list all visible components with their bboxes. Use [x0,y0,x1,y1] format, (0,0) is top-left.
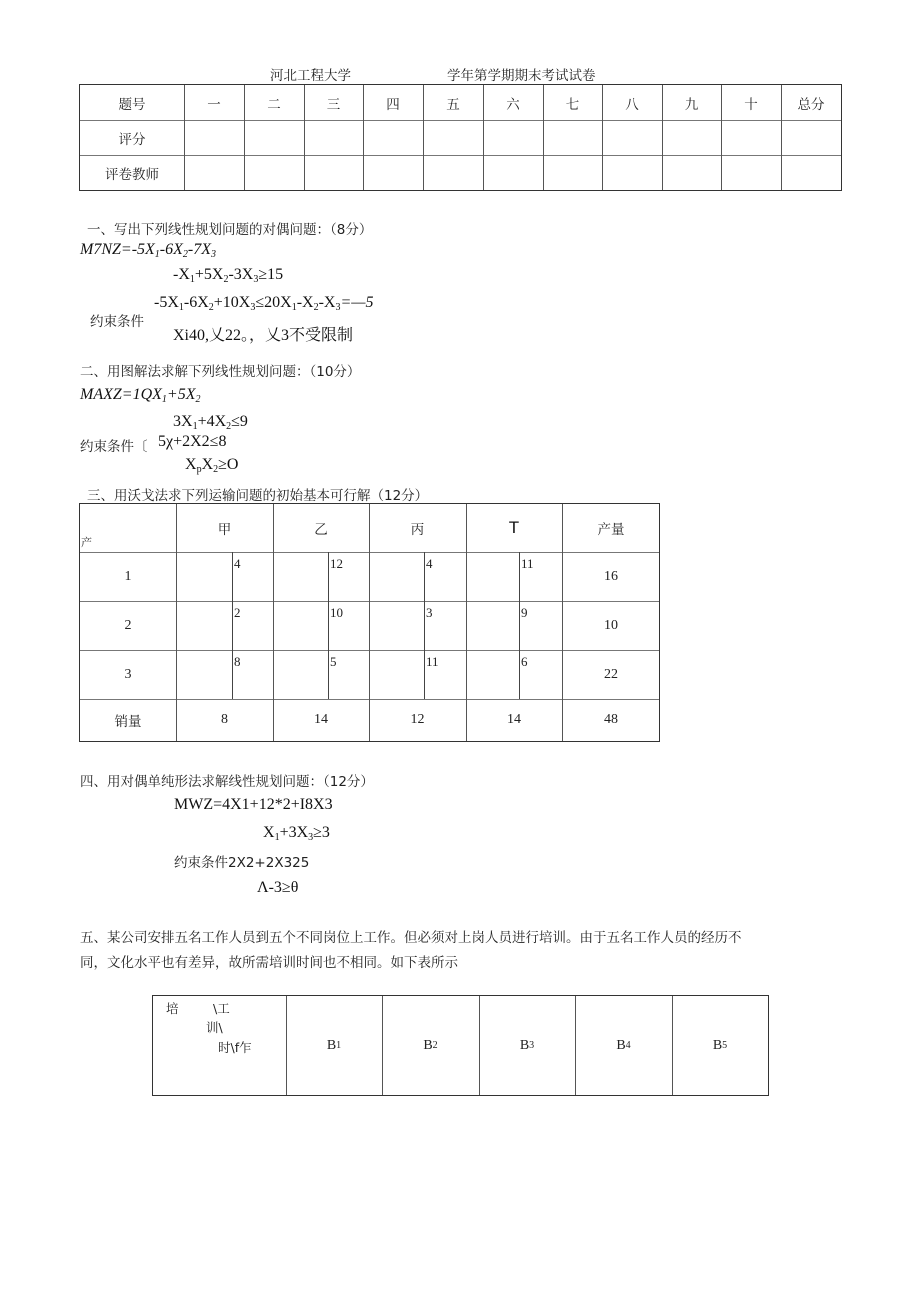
q4-constraint-2: 约束条件2X2+2X325 [174,855,310,871]
q5-line-1: 五、某公司安排五名工作人员到五个不同岗位上工作。但必须对上岗人员进行培训。由于五名工作人员的经历不 [80,930,742,946]
demand-value: 8 [221,712,228,727]
q1-constraint-3: Xi40,乂22。，乂3不受限制 [173,327,354,344]
corner-label-a: 培 [166,1001,179,1016]
corner-label-d: 时\f乍 [218,1040,252,1055]
supply-value: 22 [604,666,618,682]
column-header: 四 [386,96,400,113]
cost-value: 12 [330,556,343,571]
q2-constraint-label: 约束条件〔 [80,439,148,455]
row-label-grader: 评卷教师 [105,167,159,183]
cost-value: 4 [426,556,433,571]
column-header-total: 总分 [797,96,825,113]
supply-value: 10 [604,617,618,633]
corner-label-b: \工 [213,1001,230,1016]
q4-constraint-1: $X_1+3X_3\ge 3$ [263,824,330,843]
university-name: 河北工程大学 [270,68,351,84]
column-header-b2: B 2 [423,1037,438,1053]
q4-title: 四、用对偶单纯形法求解线性规划问题：（12分） [80,774,374,790]
column-header: 八 [625,96,639,113]
demand-value: 12 [410,712,425,727]
column-header-b1: B 1 [326,1037,342,1053]
q1-constraint-2: $-5X_1-6X_2+10X_3\le 20X_1-X_2-X_3=—5$ [154,294,374,313]
cost-value: 2 [234,605,241,620]
column-header-supply: 产量 [597,522,625,538]
q2-title: 二、用图解法求解下列线性规划问题：（10分） [80,364,361,380]
supply-value: 16 [604,568,618,584]
q3-title: 三、用沃戈法求下列运输问题的初始基本可行解（12分） [87,488,429,504]
demand-value: 14 [507,712,521,727]
column-header-b5: B 5 [712,1037,728,1053]
column-header-yi: 乙 [314,522,328,538]
column-header: 一 [207,96,221,113]
row-label-score: 评分 [118,131,146,148]
column-header: 六 [506,96,520,113]
corner-label-c: 训\ [206,1020,223,1035]
column-header-jia: 甲 [217,522,232,538]
demand-value: 14 [314,712,328,727]
q1-constraint-1: $-X_1+5X_2-3X_3\ge 15$ [173,266,284,285]
q4-objective: MWZ=4X1+12*2+I8X3 [174,796,333,813]
column-header: 三 [326,96,341,113]
cost-value: 11 [521,556,534,571]
cost-value: 5 [330,654,337,669]
column-header-ding: T [508,518,520,537]
corner-label: 产 [81,536,92,549]
q2-constraint-2: 5χ+2X2≤8 [158,433,227,450]
column-header: 十 [744,96,758,113]
q1-title: 一、写出下列线性规划问题的对偶问题：（8分） [87,222,373,238]
row-label: 3 [124,666,132,682]
cost-value: 3 [426,605,433,620]
q1-objective: $M7NZ=-5X_1-6X_2-7X_3$ [80,241,217,260]
score-table [79,84,842,191]
q2-constraint-1: $3X_1+4X_2\le 9$ [173,413,248,432]
cost-value: 11 [426,654,439,669]
q2-constraint-3: $X_pX_2\ge O$ [185,456,239,475]
column-header: 九 [684,96,699,113]
q2-objective: $MAXZ=1QX_1+5X_2$ [80,386,201,405]
column-header-b3: B 3 [519,1037,535,1053]
column-header: 七 [565,96,580,113]
cost-value: 10 [330,605,343,620]
transport-table [79,503,660,742]
training-table [152,995,769,1096]
column-header-bing: 丙 [410,522,425,538]
row-label: 1 [124,568,132,584]
row-label: 2 [124,617,132,633]
cost-value: 4 [234,556,241,571]
q5-line-2: 同，文化水平也有差异，故所需培训时间也不相同。如下表所示 [80,955,458,971]
total-value: 48 [604,712,618,727]
cost-value: 8 [234,654,241,669]
column-header: 五 [446,96,460,113]
q1-constraint-label: 约束条件 [90,314,144,330]
exam-title: 学年第学期期末考试试卷 [447,68,596,84]
column-header-b4: B 4 [616,1037,631,1053]
cost-value: 6 [521,654,528,669]
column-header: 二 [267,96,281,113]
cost-value: 9 [521,605,528,620]
demand-label: 销量 [114,714,142,730]
row-label-question-number: 题号 [118,96,146,113]
q4-constraint-3: Λ-3≥θ [257,879,299,896]
